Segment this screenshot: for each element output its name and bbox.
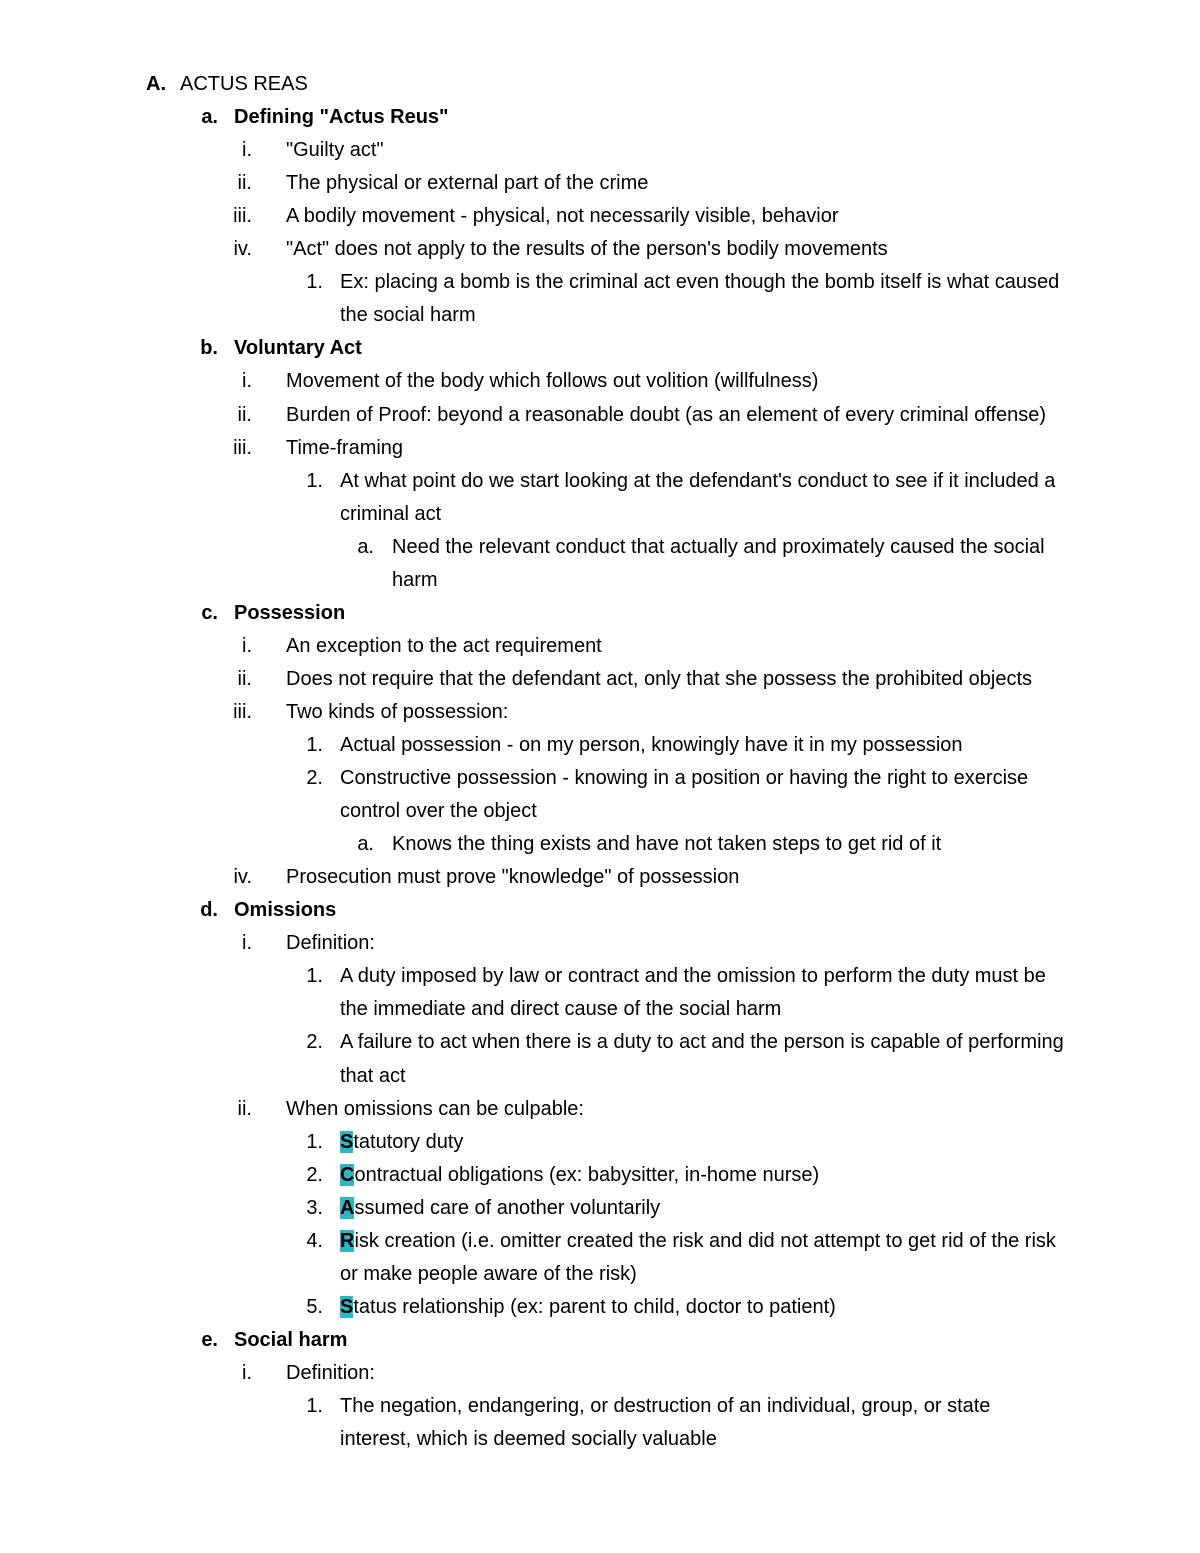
outline-heading [234, 101, 449, 134]
outline-heading [234, 597, 345, 630]
outline-item [286, 167, 648, 200]
outline-item-text: Movement of the body which follows out volition (willfulness) [286, 370, 819, 392]
outline-item-text: tatus relationship (ex: parent to child, doctor to patient) [353, 1296, 836, 1318]
outline-item [340, 1026, 1064, 1059]
outline-marker: 1. [306, 1131, 323, 1153]
outline-marker: 2. [306, 1031, 323, 1053]
outline-item-text: The physical or external part of the crime [286, 172, 649, 194]
outline-item-text: Actual possession - on my person, knowingly have it in my possession [340, 734, 963, 756]
outline-item-text: When omissions can be culpable: [286, 1098, 584, 1120]
outline-item [286, 696, 508, 729]
outline-item-text: ssumed care of another voluntarily [354, 1197, 661, 1219]
outline-item-text: ontractual obligations (ex: babysitter, in-home nurse) [354, 1164, 820, 1186]
outline-item [286, 663, 1032, 696]
mnemonic-letter: S [340, 1296, 354, 1318]
outline-item [392, 564, 438, 597]
outline-item-text: tatutory duty [353, 1131, 464, 1153]
outline-marker: a. [357, 833, 374, 855]
outline-item-text: Constructive possession - knowing in a position or having the right to exercise [340, 767, 1029, 789]
outline-item [340, 729, 963, 762]
outline-item-text: Two kinds of possession: [286, 701, 509, 723]
outline-marker: iv. [233, 866, 252, 888]
outline-item [286, 200, 838, 233]
outline-marker: 2. [306, 767, 323, 789]
outline-marker: 1. [306, 1395, 323, 1417]
outline-marker: ii. [237, 668, 252, 690]
outline-item-text: "Act" does not apply to the results of the person's bodily movements [286, 238, 888, 260]
outline-marker: 4. [306, 1230, 323, 1252]
outline-item-text: A duty imposed by law or contract and the omission to perform the duty must be [340, 965, 1046, 987]
outline-item-text: Definition: [286, 1362, 375, 1384]
outline-marker: e. [201, 1329, 218, 1351]
outline-marker: ii. [237, 1098, 252, 1120]
outline-item-text: An exception to the act requirement [286, 635, 602, 657]
outline-item [340, 960, 1046, 993]
outline-item [340, 1291, 836, 1324]
outline-heading [180, 68, 308, 101]
mnemonic-letter: R [340, 1230, 355, 1252]
outline-item-text: the social harm [340, 304, 476, 326]
outline-item-text: Omissions [234, 899, 337, 921]
outline-marker: d. [200, 899, 218, 921]
outline-item-text: Definition: [286, 932, 375, 954]
outline-marker: i. [242, 370, 252, 392]
outline-item-text: Possession [234, 602, 346, 624]
outline-item [340, 795, 537, 828]
outline-marker: i. [242, 1362, 252, 1384]
outline-marker: a. [201, 106, 218, 128]
outline-marker: 3. [306, 1197, 323, 1219]
outline-item [340, 465, 1055, 498]
outline-item [286, 134, 384, 167]
outline-marker: i. [242, 635, 252, 657]
outline-marker: 2. [306, 1164, 323, 1186]
outline-marker: iv. [233, 238, 252, 260]
outline-heading [234, 894, 336, 927]
mnemonic-letter: A [340, 1197, 355, 1219]
outline-item [340, 266, 1059, 299]
outline-marker: i. [242, 139, 252, 161]
outline-item-text: isk creation (i.e. omitter created the risk and did not attempt to get rid of the risk [354, 1230, 1056, 1252]
outline-item [286, 927, 375, 960]
outline-item-text: Prosecution must prove "knowledge" of possession [286, 866, 740, 888]
outline-item [286, 1093, 584, 1126]
outline-item [340, 498, 441, 531]
outline-marker: iii. [233, 701, 252, 723]
outline-item [286, 861, 739, 894]
outline-item-text: Need the relevant conduct that actually and proximately caused the social [392, 536, 1045, 558]
outline-item [286, 1357, 375, 1390]
outline-marker: 5. [306, 1296, 323, 1318]
outline-item-text: criminal act [340, 503, 442, 525]
outline-item [286, 365, 818, 398]
outline-item-text: A failure to act when there is a duty to act and the person is capable of performing [340, 1031, 1064, 1053]
outline-item-text: Defining "Actus Reus" [234, 106, 449, 128]
outline-marker: 1. [306, 470, 323, 492]
outline-marker: 1. [306, 271, 323, 293]
outline-marker: i. [242, 932, 252, 954]
outline-item [286, 233, 888, 266]
mnemonic-letter: S [340, 1131, 354, 1153]
outline-item-text: ACTUS REAS [180, 73, 308, 95]
outline-item [286, 630, 602, 663]
outline-heading [234, 1324, 347, 1357]
outline-item-text: "Guilty act" [286, 139, 384, 161]
outline-marker: a. [357, 536, 374, 558]
outline-item-text: that act [340, 1065, 406, 1087]
outline-item-text: Does not require that the defendant act, only that she possess the prohibited objects [286, 668, 1033, 690]
outline-item-text: interest, which is deemed socially valuable [340, 1428, 717, 1450]
outline-item-text: Social harm [234, 1329, 348, 1351]
mnemonic-letter: C [340, 1164, 355, 1186]
outline-marker: iii. [233, 437, 252, 459]
outline-item [340, 299, 476, 332]
outline-marker: ii. [237, 172, 252, 194]
outline-item-text: The negation, endangering, or destruction of an individual, group, or state [340, 1395, 991, 1417]
outline-item [340, 1126, 463, 1159]
outline-item [340, 1423, 717, 1456]
outline-item [340, 1159, 819, 1192]
outline-item [340, 1258, 637, 1291]
outline-marker: iii. [233, 205, 252, 227]
outline-item-text: Time-framing [286, 437, 404, 459]
outline-item-text: harm [392, 569, 438, 591]
outline-item [392, 531, 1045, 564]
outline-heading [234, 332, 362, 365]
outline-item [340, 1192, 660, 1225]
outline-marker: b. [200, 337, 218, 359]
outline-item [392, 828, 941, 861]
outline-item [340, 1060, 406, 1093]
outline-marker: c. [201, 602, 218, 624]
outline-marker: ii. [237, 404, 252, 426]
outline-item-text: the immediate and direct cause of the social harm [340, 998, 782, 1020]
outline-marker: 1. [306, 965, 323, 987]
outline-item [286, 399, 1046, 432]
outline-item-text: Ex: placing a bomb is the criminal act even though the bomb itself is what caused [340, 271, 1060, 293]
outline-item-text: Burden of Proof: beyond a reasonable doubt (as an element of every criminal offense) [286, 404, 1047, 426]
outline-item-text: Knows the thing exists and have not taken steps to get rid of it [392, 833, 942, 855]
outline-item-text: control over the object [340, 800, 537, 822]
outline-item [340, 993, 781, 1026]
outline-item [286, 432, 403, 465]
outline-marker: 1. [306, 734, 323, 756]
outline-marker: A. [146, 73, 166, 95]
outline-item [340, 1390, 990, 1423]
outline-item-text: A bodily movement - physical, not necessarily visible, behavior [286, 205, 839, 227]
outline-item-text: Voluntary Act [234, 337, 362, 359]
outline-item-text: At what point do we start looking at the defendant's conduct to see if it included a [340, 470, 1056, 492]
outline-item [340, 1225, 1056, 1258]
outline-item [340, 762, 1028, 795]
outline-item-text: or make people aware of the risk) [340, 1263, 637, 1285]
